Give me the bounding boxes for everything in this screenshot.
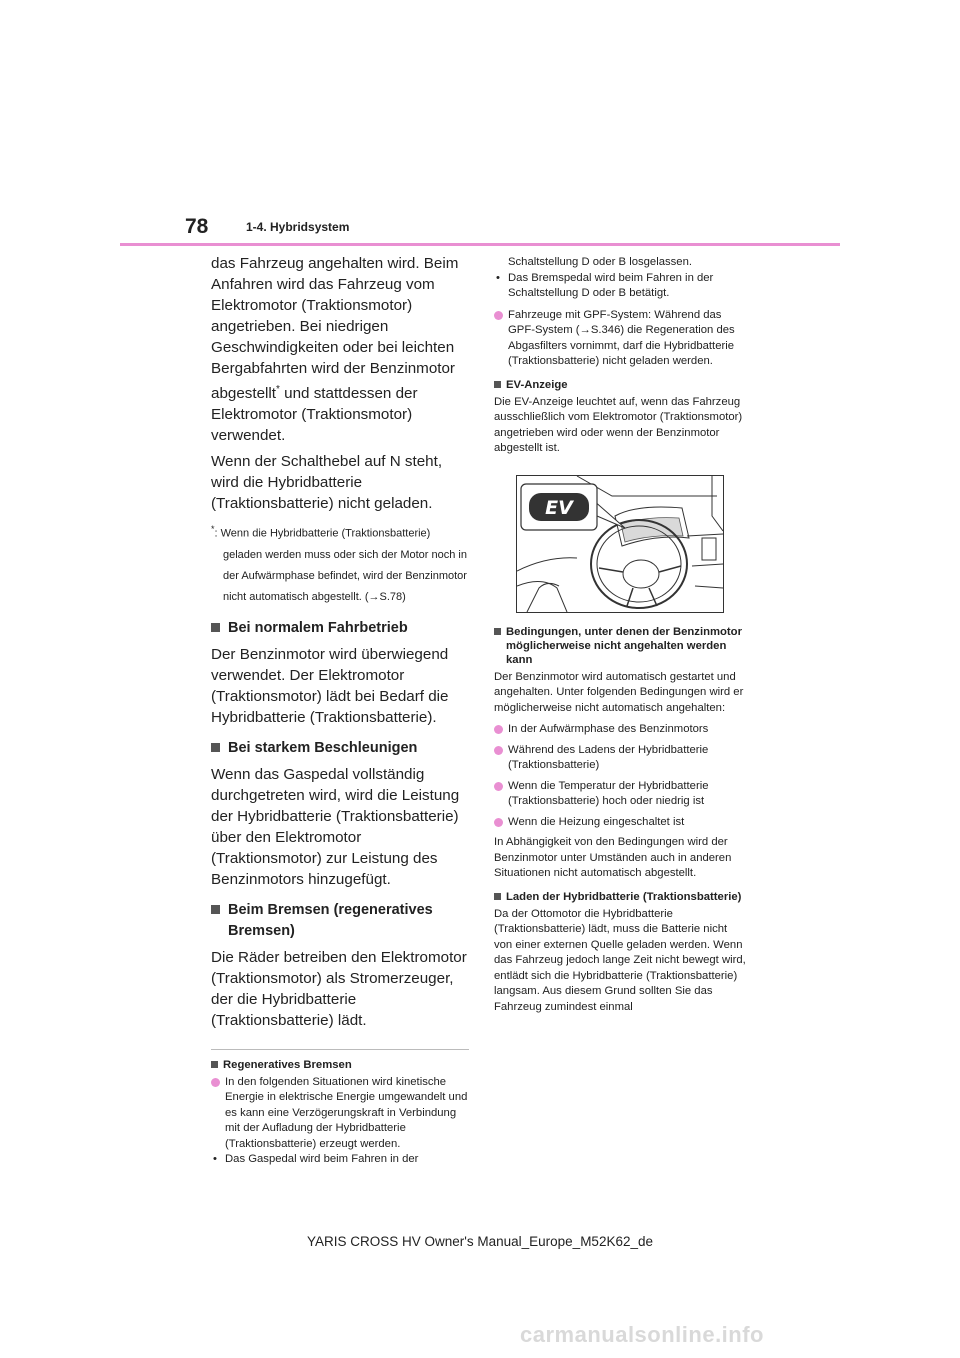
- cond-after-text: In Abhängigkeit von den Bedingungen wird der Benzinmotor unter Umständen auch in anderen Situationen nicht automatisch abgestellt.: [494, 836, 732, 879]
- regen-bullet: [211, 1075, 471, 1153]
- sub-bullet-mark: •: [496, 271, 500, 284]
- charge-text: Da der Ottomotor die Hybridbatterie (Traktionsbatterie) lädt, muss die Batterie nicht von einer externen Quelle geladen werden. Wenn das Fahrzeug jedoch lange Zeit nicht bewegt wird, entlädt sich die Hybridbatterie (Traktionsbatterie) langsam. Aus diesem Grund sollten Sie das Fahrzeug zumindest einmal: [494, 907, 746, 1013]
- heading-text: Laden der Hybridbatterie (Traktionsbatterie): [506, 890, 742, 903]
- intro-text-3: und stattdessen der Elektromotor (Traktionsmotor) verwendet.: [211, 385, 418, 445]
- charge-heading: [494, 890, 748, 904]
- heading-text: Bedingungen, unter denen der Benzinmotor möglicherweise nicht angehalten werden kann: [506, 625, 742, 666]
- ev-badge-text: EV: [545, 496, 573, 519]
- footnote-text: : Wenn die Hybridbatterie (Traktionsbatterie) geladen werden muss oder sich der Motor noch in der Aufwärmphase befindet, wird der Benzinmotor nicht automatisch abgestellt. (→S.78): [214, 527, 467, 603]
- circle-bullet-icon: [494, 725, 503, 734]
- regen-heading: [211, 1058, 471, 1072]
- watermark-logo: [520, 1322, 940, 1352]
- dashboard-drawing: [517, 476, 723, 612]
- square-bullet-icon: [494, 381, 501, 388]
- bullet-text: Während des Ladens der Hybridbatterie (Traktionsbatterie): [508, 743, 709, 771]
- right-column: [494, 255, 748, 1021]
- heading-text: Bei starkem Beschleunigen: [228, 739, 418, 756]
- left-column: [211, 253, 471, 1168]
- bullet-text: In der Aufwärmphase des Benzinmotors: [508, 723, 709, 735]
- section-heading: [211, 618, 471, 639]
- cond-bullet: [494, 815, 748, 831]
- sub-bullet-mark: •: [213, 1153, 217, 1166]
- circle-bullet-icon: [494, 311, 503, 320]
- bullet-text: Wenn die Temperatur der Hybridbatterie (Traktionsbatterie) hoch oder niedrig ist: [508, 779, 709, 807]
- circle-bullet-icon: [494, 818, 503, 827]
- regen-sub-item: [211, 1152, 471, 1168]
- ev-indicator-illustration: [516, 475, 724, 613]
- heading-text: Bei normalem Fahrbetrieb: [228, 619, 408, 636]
- ev-text: Die EV-Anzeige leuchtet auf, wenn das Fahrzeug ausschließlich vom Elektromotor (Traktionsmotor) angetrieben wird oder wenn der Benzinmotor abgestellt ist.: [494, 395, 743, 454]
- heading-text: Regeneratives Bremsen: [223, 1058, 352, 1071]
- section-text: Der Benzinmotor wird überwiegend verwendet. Der Elektromotor (Traktionsmotor) lädt bei Bedarf die Hybridbatterie (Traktionsbatterie).: [211, 645, 449, 726]
- footnote: [211, 519, 471, 608]
- bullet-text: Wenn die Heizung eingeschaltet ist: [508, 815, 685, 828]
- header-rule: [120, 243, 840, 246]
- cond-bullet: [494, 743, 748, 774]
- ev-heading: [494, 378, 748, 392]
- sub-item-text: Das Bremspedal wird beim Fahren in der Schaltstellung D oder B betätigt.: [508, 271, 714, 299]
- sub-item: [494, 271, 748, 302]
- section-text: Die Räder betreiben den Elektromotor (Traktionsmotor) als Stromerzeuger, der die Hybridbatterie (Traktionsbatterie) lädt.: [211, 948, 467, 1029]
- bullet-text: Fahrzeuge mit GPF-System: Während das GPF-System (→S.346) die Regeneration des Abgasfilters vornimmt, darf die Hybridbatterie (Traktionsbatterie) nicht geladen werden.: [508, 308, 735, 367]
- cond-bullet: [494, 779, 748, 810]
- intro-paragraph: [211, 253, 471, 446]
- page-header: [0, 0, 960, 250]
- intro-text-1: das Fahrzeug angehalten wird. Beim Anfahren wird das Fahrzeug vom Elektromotor (Traktionsmotor) angetrieben. Bei niedrigen Geschwindigkeiten oder bei leichten Bergabfahrten wird der: [211, 255, 459, 377]
- section-heading: [211, 738, 471, 759]
- cond-heading: [494, 625, 748, 667]
- gpf-bullet: [494, 308, 748, 370]
- cond-text: Der Benzinmotor wird automatisch gestartet und angehalten. Unter folgenden Bedingungen wird er möglicherweise nicht automatisch angehalten:: [494, 670, 744, 714]
- square-bullet-icon: [211, 1061, 218, 1068]
- footnote-ref: *: [276, 384, 280, 395]
- heading-text: Beim Bremsen (regeneratives Bremsen): [228, 901, 433, 939]
- square-bullet-icon: [494, 893, 501, 900]
- section-title: 1-4. Hybridsystem: [246, 220, 350, 234]
- divider: [211, 1049, 469, 1050]
- intro-text-2: Benzinmotor abgestellt: [211, 360, 455, 403]
- section-normal: [211, 618, 471, 728]
- square-bullet-icon: [211, 905, 220, 914]
- square-bullet-icon: [211, 623, 220, 632]
- section-acceleration: [211, 738, 471, 890]
- continued-text: Schaltstellung D oder B losgelassen.: [508, 256, 692, 268]
- square-bullet-icon: [211, 743, 220, 752]
- section-braking: [211, 900, 471, 1031]
- circle-bullet-icon: [211, 1078, 220, 1087]
- cond-bullet: [494, 722, 748, 738]
- page-number: 78: [185, 215, 209, 238]
- section-text: Wenn das Gaspedal vollständig durchgetreten wird, wird die Leistung der Hybridbatterie (Traktionsbatterie) über den Elektromotor (Traktionsmotor) zur Leistung des Benzinmotors hinzugefügt.: [211, 765, 460, 888]
- circle-bullet-icon: [494, 782, 503, 791]
- bullet-text: In den folgenden Situationen wird kinetische Energie in elektrische Energie umgewandelt und es kann eine Verzögerungskraft in Verbindung mit der Aufladung der Hybridbatterie (Traktionsbatterie) erzeugt werden.: [225, 1075, 468, 1150]
- neutral-paragraph: Wenn der Schalthebel auf N steht, wird die Hybridbatterie (Traktionsbatterie) nicht geladen.: [211, 453, 443, 513]
- circle-bullet-icon: [494, 746, 503, 755]
- footnote-mark: *: [211, 524, 215, 535]
- watermark-text: carmanualsonline.info: [520, 1322, 764, 1347]
- sub-item-text: Das Gaspedal wird beim Fahren in der: [225, 1153, 419, 1166]
- page-footer: YARIS CROSS HV Owner's Manual_Europe_M52K62_de: [307, 1234, 653, 1249]
- heading-text: EV-Anzeige: [506, 378, 568, 391]
- section-heading: [211, 900, 471, 942]
- square-bullet-icon: [494, 628, 501, 635]
